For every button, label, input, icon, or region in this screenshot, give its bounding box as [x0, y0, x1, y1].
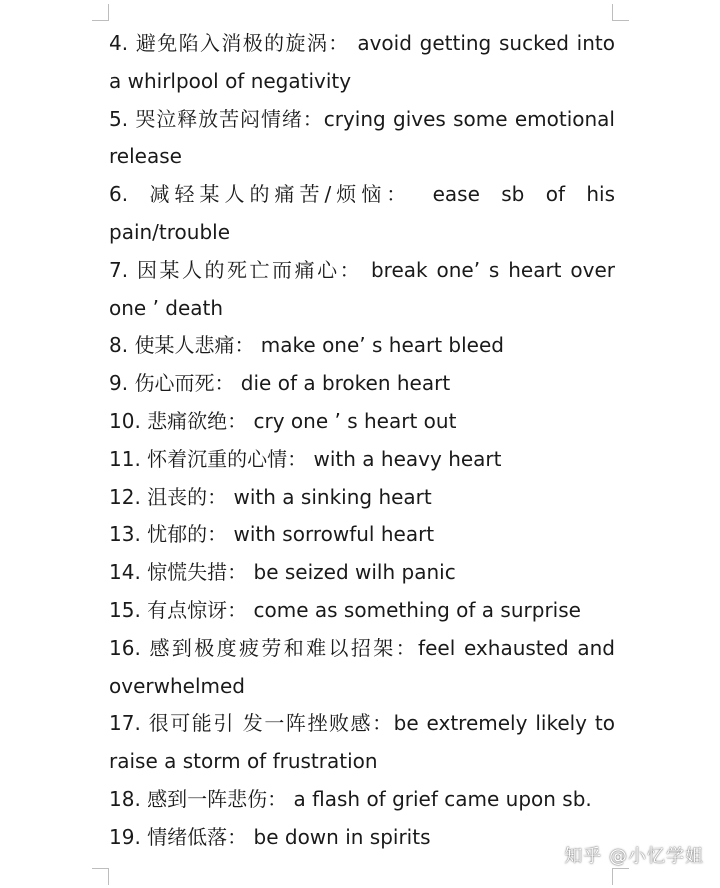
text-line: 7. 因某人的死亡而痛心： break one’ s heart over: [109, 257, 615, 282]
text-line: 10. 悲痛欲绝： cry one ’ s heart out: [109, 408, 457, 433]
phrase-list: [109, 25, 615, 857]
text-line: 13. 忧郁的： with sorrowful heart: [109, 522, 435, 547]
text-line: a whirlpool of negativity: [109, 68, 352, 93]
text-line: one ’ death: [109, 295, 224, 320]
text-line: 6. 减轻某人的痛苦/烦恼： ease sb of his: [109, 182, 615, 207]
text-line: 15. 有点惊讶： come as something of a surprise: [109, 597, 581, 622]
crop-mark-top-left: [92, 4, 109, 21]
text-line: 9. 伤心而死： die of a broken heart: [109, 371, 451, 396]
crop-mark-top-right: [612, 4, 629, 21]
text-line: 17. 很可能引 发一阵挫败感：be extremely likely to: [109, 711, 615, 736]
crop-mark-bottom-right: [612, 868, 629, 885]
text-line: overwhelmed: [109, 673, 245, 698]
text-line: 18. 感到一阵悲伤： a flash of grief came upon sb.: [109, 786, 592, 811]
text-line: 16. 感到极度疲劳和难以招架：feel exhausted and: [109, 635, 615, 660]
crop-mark-bottom-left: [92, 868, 109, 885]
text-line: 8. 使某人悲痛： make one’ s heart bleed: [109, 333, 504, 358]
text-line: raise a storm of frustration: [109, 749, 378, 774]
text-line: release: [109, 144, 182, 169]
text-line: 19. 情绪低落： be down in spirits: [109, 824, 431, 849]
text-line: 4. 避免陷入消极的旋涡： avoid getting sucked into: [109, 31, 615, 55]
text-line: pain/trouble: [109, 219, 231, 244]
text-line: 14. 惊慌失措： be seized wilh panic: [109, 560, 456, 585]
text-line: 11. 怀着沉重的心情： with a heavy heart: [109, 446, 502, 471]
watermark: 知乎 @小忆学姐: [564, 846, 704, 867]
text-line: 12. 沮丧的： with a sinking heart: [109, 484, 432, 509]
text-line: 5. 哭泣释放苦闷情绪：crying gives some emotional: [109, 106, 615, 131]
